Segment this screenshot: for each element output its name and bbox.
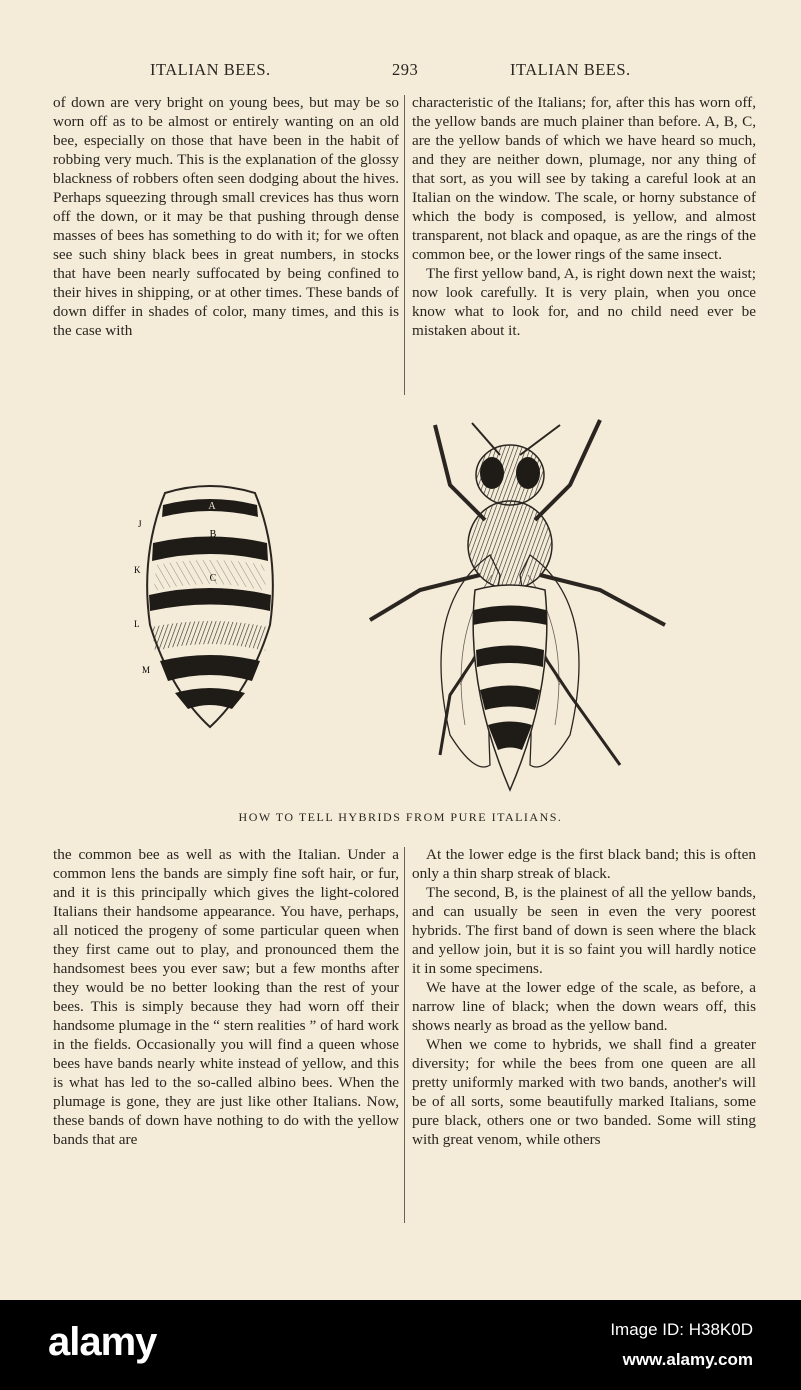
paragraph: We have at the lower edge of the scale, as before, a narrow line of black; when the down wears off, this shows nearly as broad as the yellow band. [412,979,756,1034]
column-top-left [53,93,399,340]
header-right-title: ITALIAN BEES. [510,60,631,79]
column-bottom-right [412,845,756,1149]
image-id-text: Image ID: H38K0D [610,1320,753,1339]
side-label-k: K [134,565,141,575]
column-bottom-left [53,845,399,1149]
header-left-title: ITALIAN BEES. [150,60,271,79]
whole-bee-drawing [370,420,665,790]
paragraph: The first yellow band, A, is right down next the waist; now look carefully. It is very plain, when you once know what to look for, and no child need ever be mistaken about it. [412,265,756,339]
paragraph: The second, B, is the plainest of all the yellow bands, and can usually be seen in even the very poorest hybrids. The first band of down is seen where the black and yellow join, but it is so faint you will hardly notice it in some specimens. [412,884,756,977]
paragraph: of down are very bright on young bees, but may be so worn off as to be almost or entirely wanting on an old bee, especially on those that have been in the habit of robbing very much. This is the explanation of the glossy blackness of robbers often seen dodging about the hives. Perhaps squeezing through small crevices has thus worn off the down, or it may be that pushing through dense masses of bees has something to do with it; for we often see such shiny black bees in great numbers, in stocks that have been nearly suffocated by being confined to their hives in shipping, or at other times. These bands of down differ in shades of color, many times, and this is the case with [53,94,399,339]
paragraph: characteristic of the Italians; for, after this has worn off, the yellow bands are much plainer than before. A, B, C, are the yellow bands of which we have heard so much, and they are neither down, plumage, nor any thing of that sort, as you will see by taking a careful look at an Italian on the window. The scale, or horny substance of which the body is composed, is yellow, and almost transparent, not black and opaque, as are the rings of the common bee, or the lower rings of the same insect. [412,94,756,263]
abdomen-diagram [134,486,273,727]
side-label-m: M [142,665,151,675]
paragraph: At the lower edge is the first black band; this is often only a thin sharp streak of black. [412,846,756,882]
stock-photo-banner [0,1300,801,1390]
website-link[interactable]: www.alamy.com [622,1350,753,1369]
running-header [0,60,801,84]
bee-illustration [120,405,680,805]
page-number: 293 [392,60,419,79]
column-divider-bottom [404,847,405,1223]
band-label-a: A [208,501,216,512]
band-label-b: B [209,529,217,540]
column-divider-top [404,95,405,395]
paragraph: When we come to hybrids, we shall find a greater diversity; for while the bees from one queen are all pretty uniformly marked with two bands, another's will be of all sorts, some beautifully marked Italians, some pure black, others one or two banded. Some will sting with great venom, while others [412,1036,756,1148]
figure-caption: HOW TO TELL HYBRIDS FROM PURE ITALIANS. [238,810,563,824]
side-label-l: L [134,619,140,629]
side-label-j: J [138,519,142,529]
column-top-right [412,93,756,340]
bee-engraving [120,405,680,805]
band-label-c: C [209,573,217,584]
alamy-logo: alamy [48,1320,157,1364]
paragraph: the common bee as well as with the Italian. Under a common lens the bands are simply fine soft hair, or fur, and it is this principally which gives the light-colored Italians their handsome appearance. You have, perhaps, all noticed the progeny of some particular queen when they first came out to play, and pronounced them the handsomest bees you ever saw; but a few months after they would be no better looking than the rest of your bees. This is simply because they had worn off their handsome plumage in the “ stern realities ” of hard work in the fields. Occasionally you will find a queen whose bees have bands nearly white instead of yellow, and this is what has led to the so-called albino bees. When the plumage is gone, they are just like other Italians. Now, these bands of down have nothing to do with the yellow bands that are [53,846,399,1148]
